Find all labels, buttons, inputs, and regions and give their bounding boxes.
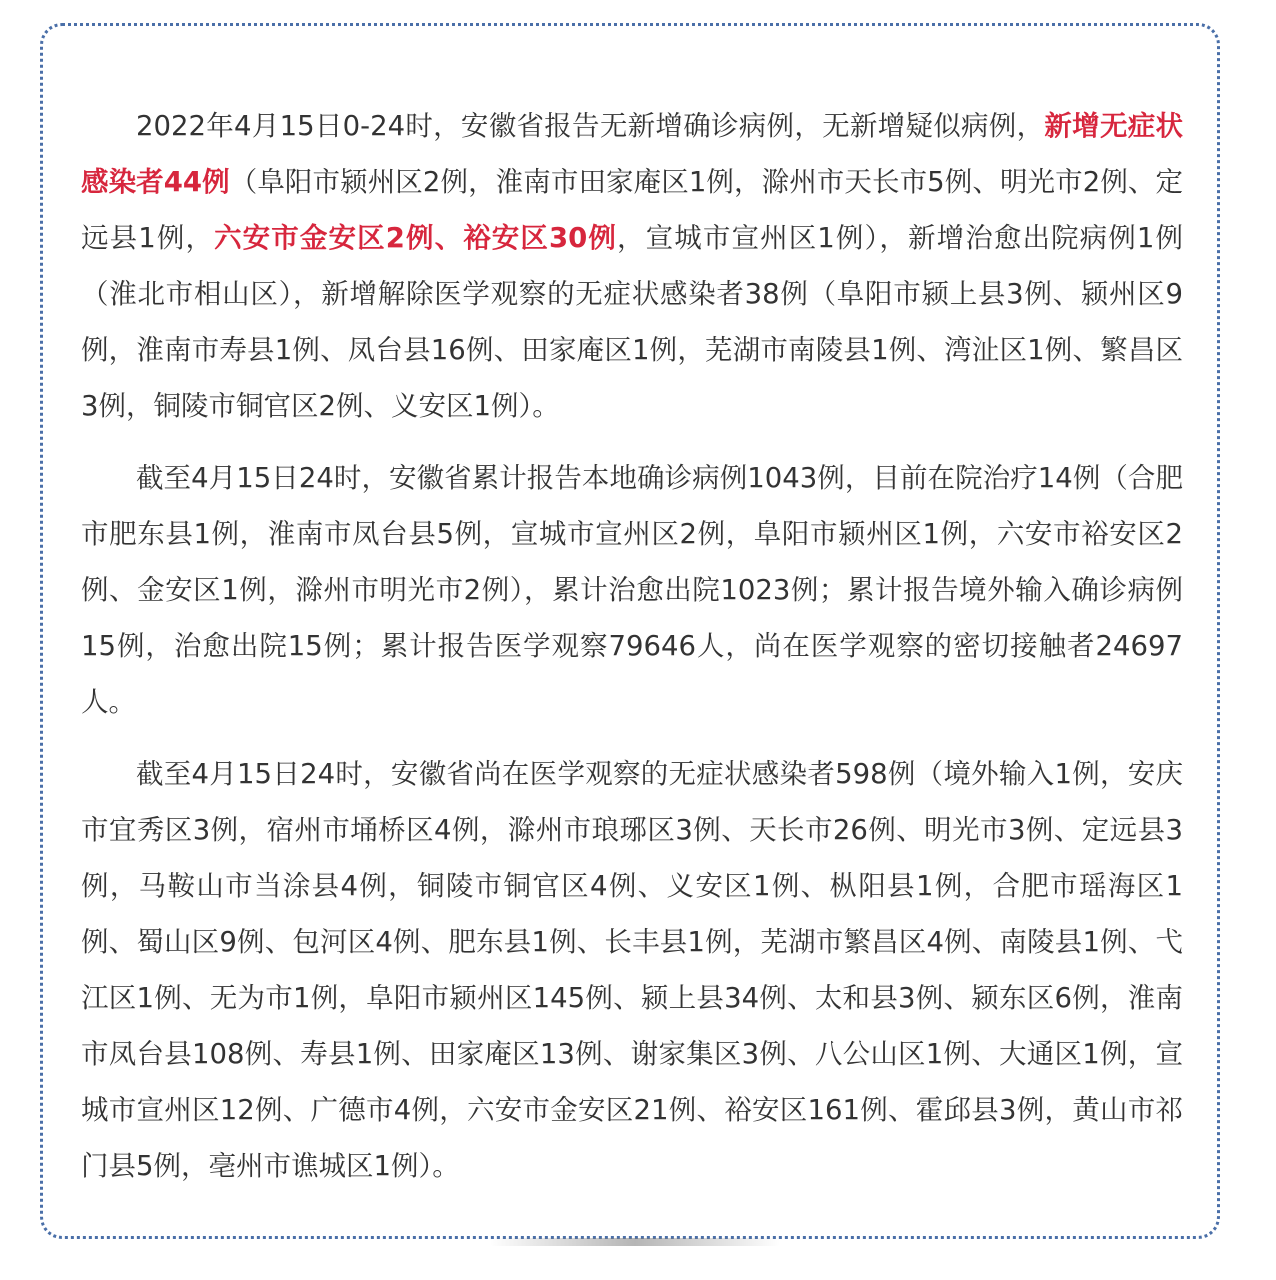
article-body xyxy=(81,98,1183,1194)
p1-text-a: 2022年4月15日0-24时，安徽省报告无新增确诊病例，无新增疑似病例， xyxy=(136,110,1045,142)
paragraph-cumulative-confirmed: 截至4月15日24时，安徽省累计报告本地确诊病例1043例，目前在院治疗14例（合肥市肥东县1例，淮南市凤台县5例，宣城市宣州区2例，阜阳市颍州区1例，六安市裕安区2例、金安区1例，滁州市明光市2例），累计治愈出院1023例；累计报告境外输入确诊病例15例，治愈出院15例；累计报告医学观察79646人，尚在医学观察的密切接触者24697人。 xyxy=(81,462,1183,718)
p1-highlight-asymptomatic: 新增无症状感染者44例 xyxy=(81,110,1184,198)
p1-highlight-luan: 六安市金安区2例、裕安区30例 xyxy=(214,222,618,254)
paragraph-asymptomatic-observation: 截至4月15日24时，安徽省尚在医学观察的无症状感染者598例（境外输入1例，安庆市宜秀区3例，宿州市埇桥区4例，滁州市琅琊区3例、天长市26例、明光市3例、定远县3例，马鞍山市当涂县4例，铜陵市铜官区4例、义安区1例、枞阳县1例，合肥市瑶海区1例、蜀山区9例、包河区4例、肥东县1例、长丰县1例，芜湖市繁昌区4例、南陵县1例、弋江区1例、无为市1例，阜阳市颍州区145例、颍上县34例、太和县3例、颍东区6例，淮南市凤台县108例、寿县1例、田家庵区13例、谢家集区3例、八公山区1例、大通区1例，宣城市宣州区12例、广德市4例，六安市金安区21例、裕安区161例、霍邱县3例，黄山市祁门县5例，亳州市谯城区1例）。 xyxy=(81,758,1183,1182)
p1-text-c: ，宣城市宣州区1例），新增治愈出院病例1例（淮北市相山区），新增解除医学观察的无症状感染者38例（阜阳市颍上县3例、颍州区9例，淮南市寿县1例、凤台县16例、田家庵区1例，芜湖市南陵县1例、湾沚区1例、繁昌区3例，铜陵市铜官区2例、义安区1例）。 xyxy=(81,222,1183,422)
bottom-shadow-divider xyxy=(490,1238,780,1246)
p1-text-b: （阜阳市颍州区2例，淮南市田家庵区1例，滁州市天长市5例、明光市2例、定远县1例， xyxy=(81,166,1183,254)
paragraph-new-cases xyxy=(81,98,1183,434)
